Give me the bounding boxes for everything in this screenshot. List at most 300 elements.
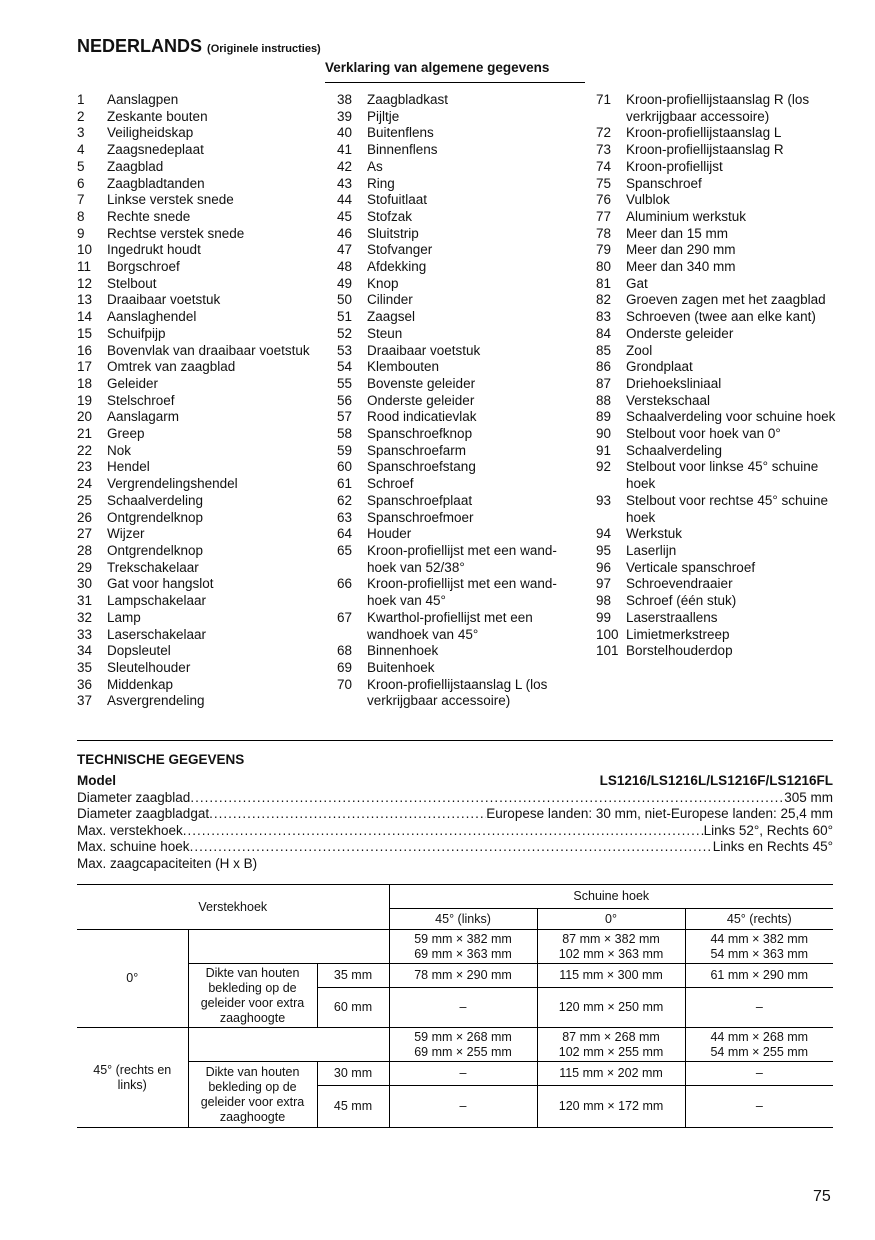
parts-column-2 — [337, 92, 582, 710]
part-label: Veiligheidskap — [107, 125, 194, 141]
part-number: 4 — [77, 142, 85, 158]
part-number: 44 — [337, 192, 353, 208]
part-item — [337, 276, 582, 293]
part-item — [77, 476, 312, 493]
part-item — [77, 359, 312, 376]
capacity-cell: – — [685, 988, 833, 1028]
part-item — [337, 660, 582, 677]
part-number: 1 — [77, 92, 85, 107]
part-label: Spanschroefknop — [367, 426, 473, 442]
part-label: Spanschroefarm — [367, 442, 467, 458]
capacity-cell: – — [389, 1086, 537, 1128]
part-label: Rood indicatievlak — [367, 409, 477, 425]
part-number: 78 — [596, 225, 612, 241]
part-number: 57 — [337, 409, 353, 425]
part-item — [596, 192, 836, 209]
part-label: Schroef — [367, 476, 414, 492]
heading-underline — [325, 82, 585, 83]
part-label: Stelbout voor rechtse 45° schuine hoek — [626, 492, 829, 525]
part-number: 21 — [77, 426, 93, 442]
part-item — [77, 326, 312, 343]
part-label: Laserstraallens — [626, 609, 718, 625]
parts-column-3 — [596, 92, 836, 660]
part-label: Rechte snede — [107, 208, 191, 224]
thickness-cell: 60 mm — [317, 988, 389, 1028]
part-label: Kroon-profiellijstaanslag L — [626, 125, 782, 141]
language-subtitle: (Originele instructies) — [207, 43, 321, 55]
part-label: Laserschakelaar — [107, 626, 207, 642]
part-item — [77, 176, 312, 193]
part-number: 97 — [596, 576, 612, 592]
part-number: 42 — [337, 158, 353, 174]
part-number: 12 — [77, 275, 93, 291]
part-number: 28 — [77, 542, 93, 558]
part-label: Schaalverdeling voor schuine hoek — [626, 409, 836, 425]
facing-cell: Dikte van houten bekleding op de geleider voor extra zaaghoogte — [188, 1062, 317, 1128]
part-item — [337, 476, 582, 493]
part-item — [337, 526, 582, 543]
part-item — [77, 526, 312, 543]
part-item — [77, 92, 312, 109]
part-number: 77 — [596, 208, 612, 224]
part-label: Zaagbladkast — [367, 92, 449, 107]
part-item — [596, 593, 836, 610]
capacity-cell: – — [685, 1086, 833, 1128]
part-number: 5 — [77, 158, 85, 174]
part-item — [337, 343, 582, 360]
part-number: 65 — [337, 542, 353, 558]
part-item — [596, 176, 836, 193]
part-number: 62 — [337, 492, 353, 508]
part-label: Laserlijn — [626, 542, 677, 558]
part-item — [337, 226, 582, 243]
capacity-cell: 44 mm × 268 mm 54 mm × 255 mm — [685, 1028, 833, 1062]
part-label: Schroef (één stuk) — [626, 593, 737, 609]
part-item — [77, 292, 312, 309]
part-number: 95 — [596, 542, 612, 558]
part-item — [337, 393, 582, 410]
part-number: 63 — [337, 509, 353, 525]
part-item — [337, 510, 582, 527]
part-number: 24 — [77, 476, 93, 492]
part-item — [596, 309, 836, 326]
part-item — [77, 242, 312, 259]
part-number: 94 — [596, 526, 612, 542]
part-number: 86 — [596, 359, 612, 375]
part-number: 32 — [77, 609, 93, 625]
facing-cell: Dikte van houten bekleding op de geleider voor extra zaaghoogte — [188, 964, 317, 1028]
thickness-cell: 45 mm — [317, 1086, 389, 1128]
part-item — [77, 627, 312, 644]
part-item — [337, 493, 582, 510]
parts-list-heading: Verklaring van algemene gegevens — [325, 60, 550, 75]
part-item — [77, 142, 312, 159]
part-number: 83 — [596, 309, 612, 325]
part-item — [596, 343, 836, 360]
part-label: Middenkap — [107, 676, 174, 692]
part-item — [596, 393, 836, 410]
part-item — [77, 510, 312, 527]
part-number: 96 — [596, 559, 612, 575]
thickness-cell: 30 mm — [317, 1062, 389, 1086]
part-item — [77, 660, 312, 677]
part-number: 53 — [337, 342, 353, 358]
part-number: 89 — [596, 409, 612, 425]
part-label: Spanschroef — [626, 175, 702, 191]
part-label: Houder — [367, 526, 412, 542]
part-label: Asvergrendeling — [107, 693, 205, 709]
part-item — [77, 576, 312, 593]
part-item — [596, 376, 836, 393]
part-item — [337, 459, 582, 476]
part-number: 30 — [77, 576, 93, 592]
part-label: Zaagsnedeplaat — [107, 142, 204, 158]
part-number: 29 — [77, 559, 93, 575]
part-number: 31 — [77, 593, 93, 609]
part-item — [596, 443, 836, 460]
part-number: 59 — [337, 442, 353, 458]
part-label: Stelschroef — [107, 392, 175, 408]
part-label: Kroon-profiellijst met een wand-hoek van 45° — [367, 576, 557, 609]
part-label: Schaalverdeling — [107, 492, 204, 508]
part-item — [77, 610, 312, 627]
part-item — [77, 276, 312, 293]
header-verstekhoek: Verstekhoek — [77, 885, 389, 930]
part-item — [596, 576, 836, 593]
part-label: Limietmerkstreep — [626, 626, 730, 642]
capacity-cell: 78 mm × 290 mm — [389, 964, 537, 988]
part-label: Cilinder — [367, 292, 413, 308]
part-item — [337, 543, 582, 576]
part-label: Ontgrendelknop — [107, 509, 204, 525]
part-item — [337, 376, 582, 393]
part-label: Vergrendelingshendel — [107, 476, 238, 492]
part-label: Vulblok — [626, 192, 670, 208]
part-label: Borgschroef — [107, 259, 180, 275]
part-number: 45 — [337, 208, 353, 224]
part-number: 56 — [337, 392, 353, 408]
leader-dots — [183, 823, 704, 838]
part-item — [337, 176, 582, 193]
part-label: Aanslaghendel — [107, 309, 197, 325]
part-label: Zaagsel — [367, 309, 416, 325]
part-number: 93 — [596, 492, 612, 508]
capacity-cell: 115 mm × 202 mm — [537, 1062, 685, 1086]
part-label: Meer dan 290 mm — [626, 242, 736, 258]
capacity-cell: 120 mm × 250 mm — [537, 988, 685, 1028]
part-item — [77, 259, 312, 276]
part-item — [77, 677, 312, 694]
part-number: 46 — [337, 225, 353, 241]
part-label: Draaibaar voetstuk — [367, 342, 481, 358]
part-label: Grondplaat — [626, 359, 693, 375]
part-label: Meer dan 15 mm — [626, 225, 729, 241]
part-number: 50 — [337, 292, 353, 308]
part-label: Stelbout — [107, 275, 157, 291]
part-label: Schroevendraaier — [626, 576, 733, 592]
part-label: Stofuitlaat — [367, 192, 428, 208]
spec-row — [77, 790, 833, 805]
part-number: 99 — [596, 609, 612, 625]
part-number: 6 — [77, 175, 85, 191]
capacity-table — [77, 884, 833, 1128]
part-label: Onderste geleider — [367, 392, 475, 408]
part-number: 37 — [77, 693, 93, 709]
part-number: 17 — [77, 359, 93, 375]
part-number: 73 — [596, 142, 612, 158]
part-label: Zool — [626, 342, 653, 358]
part-number: 25 — [77, 492, 93, 508]
part-label: Schuifpijp — [107, 325, 166, 341]
part-label: Stofvanger — [367, 242, 433, 258]
part-number: 92 — [596, 459, 612, 475]
capacity-cell: 59 mm × 268 mm 69 mm × 255 mm — [389, 1028, 537, 1062]
part-number: 54 — [337, 359, 353, 375]
part-label: Ring — [367, 175, 395, 191]
part-number: 79 — [596, 242, 612, 258]
part-item — [77, 125, 312, 142]
part-number: 2 — [77, 108, 85, 124]
spec-label: Max. schuine hoek — [77, 839, 190, 854]
part-number: 16 — [77, 342, 93, 358]
part-number: 67 — [337, 609, 353, 625]
part-label: Stofzak — [367, 208, 413, 224]
part-label: Stelbout voor linkse 45° schuine hoek — [626, 459, 819, 492]
part-number: 27 — [77, 526, 93, 542]
spec-value: Links en Rechts 45° — [712, 839, 833, 854]
part-label: Kwarthol-profiellijst met een wandhoek van 45° — [367, 609, 533, 642]
capacity-cell: – — [685, 1062, 833, 1086]
angle-cell: 0° — [77, 930, 188, 1028]
part-number: 11 — [77, 259, 92, 275]
tech-title: TECHNISCHE GEGEVENS — [77, 752, 245, 767]
part-item — [596, 92, 836, 125]
part-item — [77, 159, 312, 176]
capacity-cell: 120 mm × 172 mm — [537, 1086, 685, 1128]
part-number: 72 — [596, 125, 612, 141]
part-number: 70 — [337, 676, 353, 692]
part-label: Schaalverdeling — [626, 442, 723, 458]
part-number: 20 — [77, 409, 93, 425]
part-number: 88 — [596, 392, 612, 408]
capacity-cell: 87 mm × 268 mm 102 mm × 255 mm — [537, 1028, 685, 1062]
part-number: 3 — [77, 125, 85, 141]
part-number: 60 — [337, 459, 353, 475]
part-item — [77, 409, 312, 426]
part-number: 98 — [596, 593, 612, 609]
part-item — [337, 259, 582, 276]
part-item — [77, 443, 312, 460]
part-number: 41 — [337, 142, 353, 158]
spec-label: Diameter zaagblad — [77, 790, 191, 805]
angle-cell: 45° (rechts en links) — [77, 1028, 188, 1128]
part-label: Zeskante bouten — [107, 108, 208, 124]
capacity-cell: 59 mm × 382 mm 69 mm × 363 mm — [389, 930, 537, 964]
spec-label: Diameter zaagbladgat — [77, 806, 210, 821]
part-item — [337, 242, 582, 259]
part-label: Dopsleutel — [107, 643, 171, 659]
leader-dots — [209, 806, 486, 821]
part-number: 40 — [337, 125, 353, 141]
part-label: Binnenflens — [367, 142, 438, 158]
part-number: 68 — [337, 643, 353, 659]
part-item — [77, 493, 312, 510]
part-label: Driehoeksliniaal — [626, 375, 722, 391]
part-label: Borstelhouderdop — [626, 643, 733, 659]
empty-cell — [188, 1028, 389, 1062]
part-number: 7 — [77, 192, 85, 208]
part-item — [596, 292, 836, 309]
part-item — [596, 459, 836, 492]
part-number: 64 — [337, 526, 353, 542]
part-item — [337, 576, 582, 609]
part-label: Pijltje — [367, 108, 400, 124]
empty-cell — [188, 930, 389, 964]
part-item — [596, 426, 836, 443]
part-label: Nok — [107, 442, 132, 458]
part-number: 13 — [77, 292, 93, 308]
part-label: Gat — [626, 275, 648, 291]
part-item — [596, 560, 836, 577]
part-number: 66 — [337, 576, 353, 592]
part-number: 49 — [337, 275, 353, 291]
part-number: 35 — [77, 659, 93, 675]
part-number: 58 — [337, 426, 353, 442]
part-item — [77, 209, 312, 226]
part-number: 100 — [596, 626, 619, 642]
part-number: 15 — [77, 325, 93, 341]
part-label: Schroeven (twee aan elke kant) — [626, 309, 816, 325]
part-label: Bovenvlak van draaibaar voetstuk — [107, 342, 310, 358]
spec-label: Max. verstekhoek — [77, 823, 183, 838]
part-item — [596, 142, 836, 159]
leader-dots — [190, 839, 713, 854]
part-item — [337, 643, 582, 660]
section-divider — [77, 740, 833, 741]
part-item — [337, 426, 582, 443]
capacity-cell: – — [389, 1062, 537, 1086]
part-number: 55 — [337, 375, 353, 391]
capacity-cell: 44 mm × 382 mm 54 mm × 363 mm — [685, 930, 833, 964]
capacity-label: Max. zaagcapaciteiten (H x B) — [77, 856, 258, 871]
part-label: Spanschroefplaat — [367, 492, 473, 508]
part-label: Trekschakelaar — [107, 559, 199, 575]
part-item — [337, 92, 582, 109]
part-number: 87 — [596, 375, 612, 391]
part-item — [596, 526, 836, 543]
part-label: Omtrek van zaagblad — [107, 359, 236, 375]
part-item — [77, 643, 312, 660]
part-number: 33 — [77, 626, 93, 642]
part-item — [77, 343, 312, 360]
part-item — [337, 142, 582, 159]
part-label: Kroon-profiellijstaanslag R (los verkrijgbaar accessoire) — [626, 92, 810, 124]
capacity-cell: 61 mm × 290 mm — [685, 964, 833, 988]
part-number: 10 — [77, 242, 93, 258]
part-item — [337, 209, 582, 226]
part-item — [77, 426, 312, 443]
part-item — [596, 627, 836, 644]
part-label: Spanschroefmoer — [367, 509, 474, 525]
part-item — [77, 226, 312, 243]
part-item — [77, 376, 312, 393]
part-label: Sleutelhouder — [107, 659, 191, 675]
part-label: Kroon-profiellijstaanslag R — [626, 142, 784, 158]
part-number: 19 — [77, 392, 93, 408]
header-schuine-hoek: Schuine hoek — [389, 885, 833, 909]
part-label: Klembouten — [367, 359, 440, 375]
part-number: 91 — [596, 442, 612, 458]
part-label: Buitenflens — [367, 125, 434, 141]
capacity-cell: – — [389, 988, 537, 1028]
part-label: Verticale spanschroef — [626, 559, 756, 575]
part-label: Steun — [367, 325, 403, 341]
part-item — [596, 643, 836, 660]
language-heading: NEDERLANDS — [77, 36, 203, 56]
part-item — [337, 159, 582, 176]
part-label: Greep — [107, 426, 145, 442]
part-item — [337, 109, 582, 126]
model-value: LS1216/LS1216L/LS1216F/LS1216FL — [599, 773, 833, 788]
part-number: 90 — [596, 426, 612, 442]
part-label: Gat voor hangslot — [107, 576, 214, 592]
part-item — [337, 443, 582, 460]
part-item — [337, 409, 582, 426]
part-label: Wijzer — [107, 526, 145, 542]
part-item — [596, 493, 836, 526]
part-item — [77, 192, 312, 209]
part-label: Buitenhoek — [367, 659, 435, 675]
part-number: 85 — [596, 342, 612, 358]
part-number: 51 — [337, 309, 353, 325]
part-label: Spanschroefstang — [367, 459, 476, 475]
part-number: 48 — [337, 259, 353, 275]
part-label: Meer dan 340 mm — [626, 259, 736, 275]
part-label: Sluitstrip — [367, 225, 419, 241]
capacity-cell: 87 mm × 382 mm 102 mm × 363 mm — [537, 930, 685, 964]
part-number: 81 — [596, 275, 612, 291]
part-item — [596, 610, 836, 627]
part-number: 18 — [77, 375, 93, 391]
part-number: 34 — [77, 643, 93, 659]
part-item — [337, 125, 582, 142]
spec-row — [77, 823, 833, 838]
part-number: 26 — [77, 509, 93, 525]
part-number: 47 — [337, 242, 353, 258]
part-item — [596, 359, 836, 376]
part-label: Ingedrukt houdt — [107, 242, 201, 258]
spec-value: Europese landen: 30 mm, niet-Europese landen: 25,4 mm — [486, 806, 833, 821]
spec-row — [77, 806, 833, 821]
part-number: 8 — [77, 208, 85, 224]
part-item — [77, 593, 312, 610]
part-label: Afdekking — [367, 259, 427, 275]
part-number: 101 — [596, 643, 619, 659]
part-label: Hendel — [107, 459, 150, 475]
header-45-right: 45° (rechts) — [685, 909, 833, 930]
part-label: As — [367, 158, 383, 174]
capacity-cell: 115 mm × 300 mm — [537, 964, 685, 988]
part-item — [337, 309, 582, 326]
part-number: 84 — [596, 325, 612, 341]
part-item — [337, 677, 582, 710]
part-number: 69 — [337, 659, 353, 675]
part-label: Onderste geleider — [626, 325, 734, 341]
part-item — [77, 693, 312, 710]
part-number: 82 — [596, 292, 612, 308]
part-number: 80 — [596, 259, 612, 275]
part-item — [596, 125, 836, 142]
